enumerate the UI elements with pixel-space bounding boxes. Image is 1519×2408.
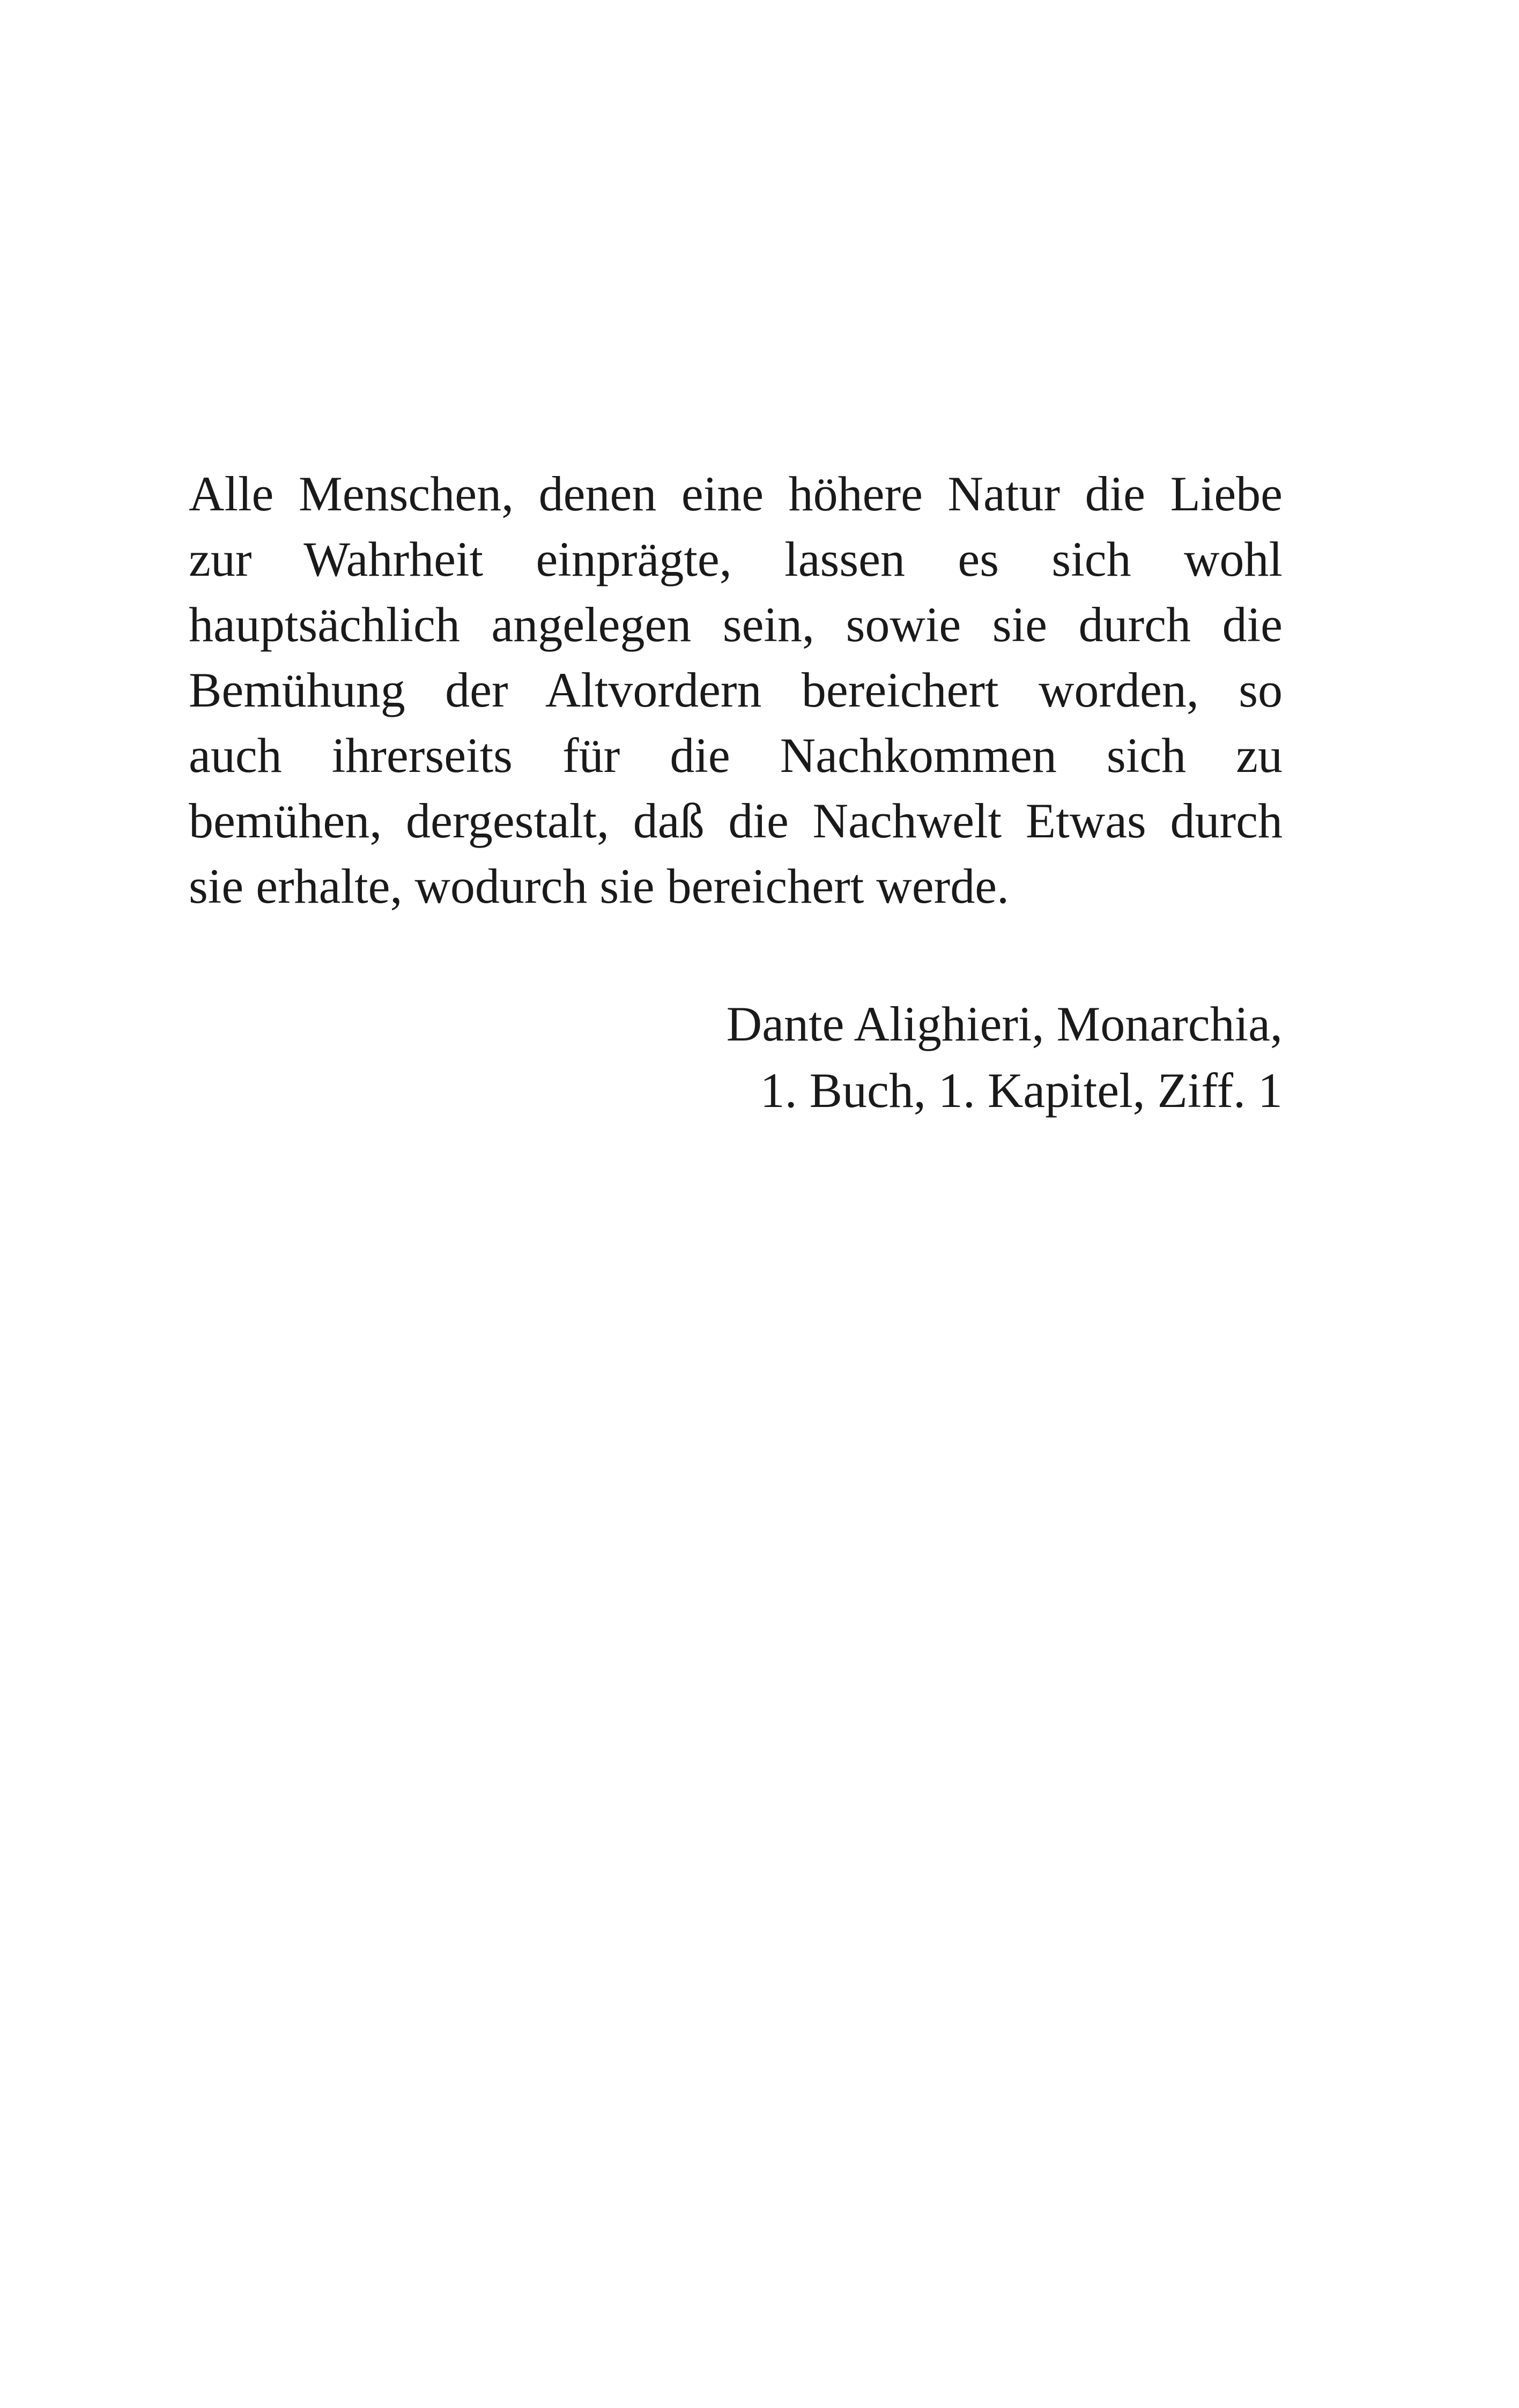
quote-line: zur Wahrheit einprägte, lassen es sich wohl <box>189 532 1283 586</box>
epigraph-quote <box>189 461 1283 919</box>
attribution-reference: 1. Buch, 1. Kapitel, Ziff. 1 <box>760 1063 1283 1118</box>
quote-line: Bemühung der Altvordern bereichert worden, so <box>189 663 1283 717</box>
quote-line: hauptsächlich angelegen sein, sowie sie durch die <box>189 597 1283 652</box>
quote-line: bemühen, dergestalt, daß die Nachwelt Etwas durch <box>189 793 1283 848</box>
quote-line: auch ihrerseits für die Nachkommen sich zu <box>189 728 1283 783</box>
epigraph-attribution <box>189 991 1283 1124</box>
quote-line: Alle Menschen, denen eine höhere Natur die Liebe <box>189 466 1283 521</box>
quote-line: sie erhalte, wodurch sie bereichert werde. <box>189 859 1010 913</box>
attribution-author-work: Dante Alighieri, Monarchia, <box>726 997 1283 1051</box>
